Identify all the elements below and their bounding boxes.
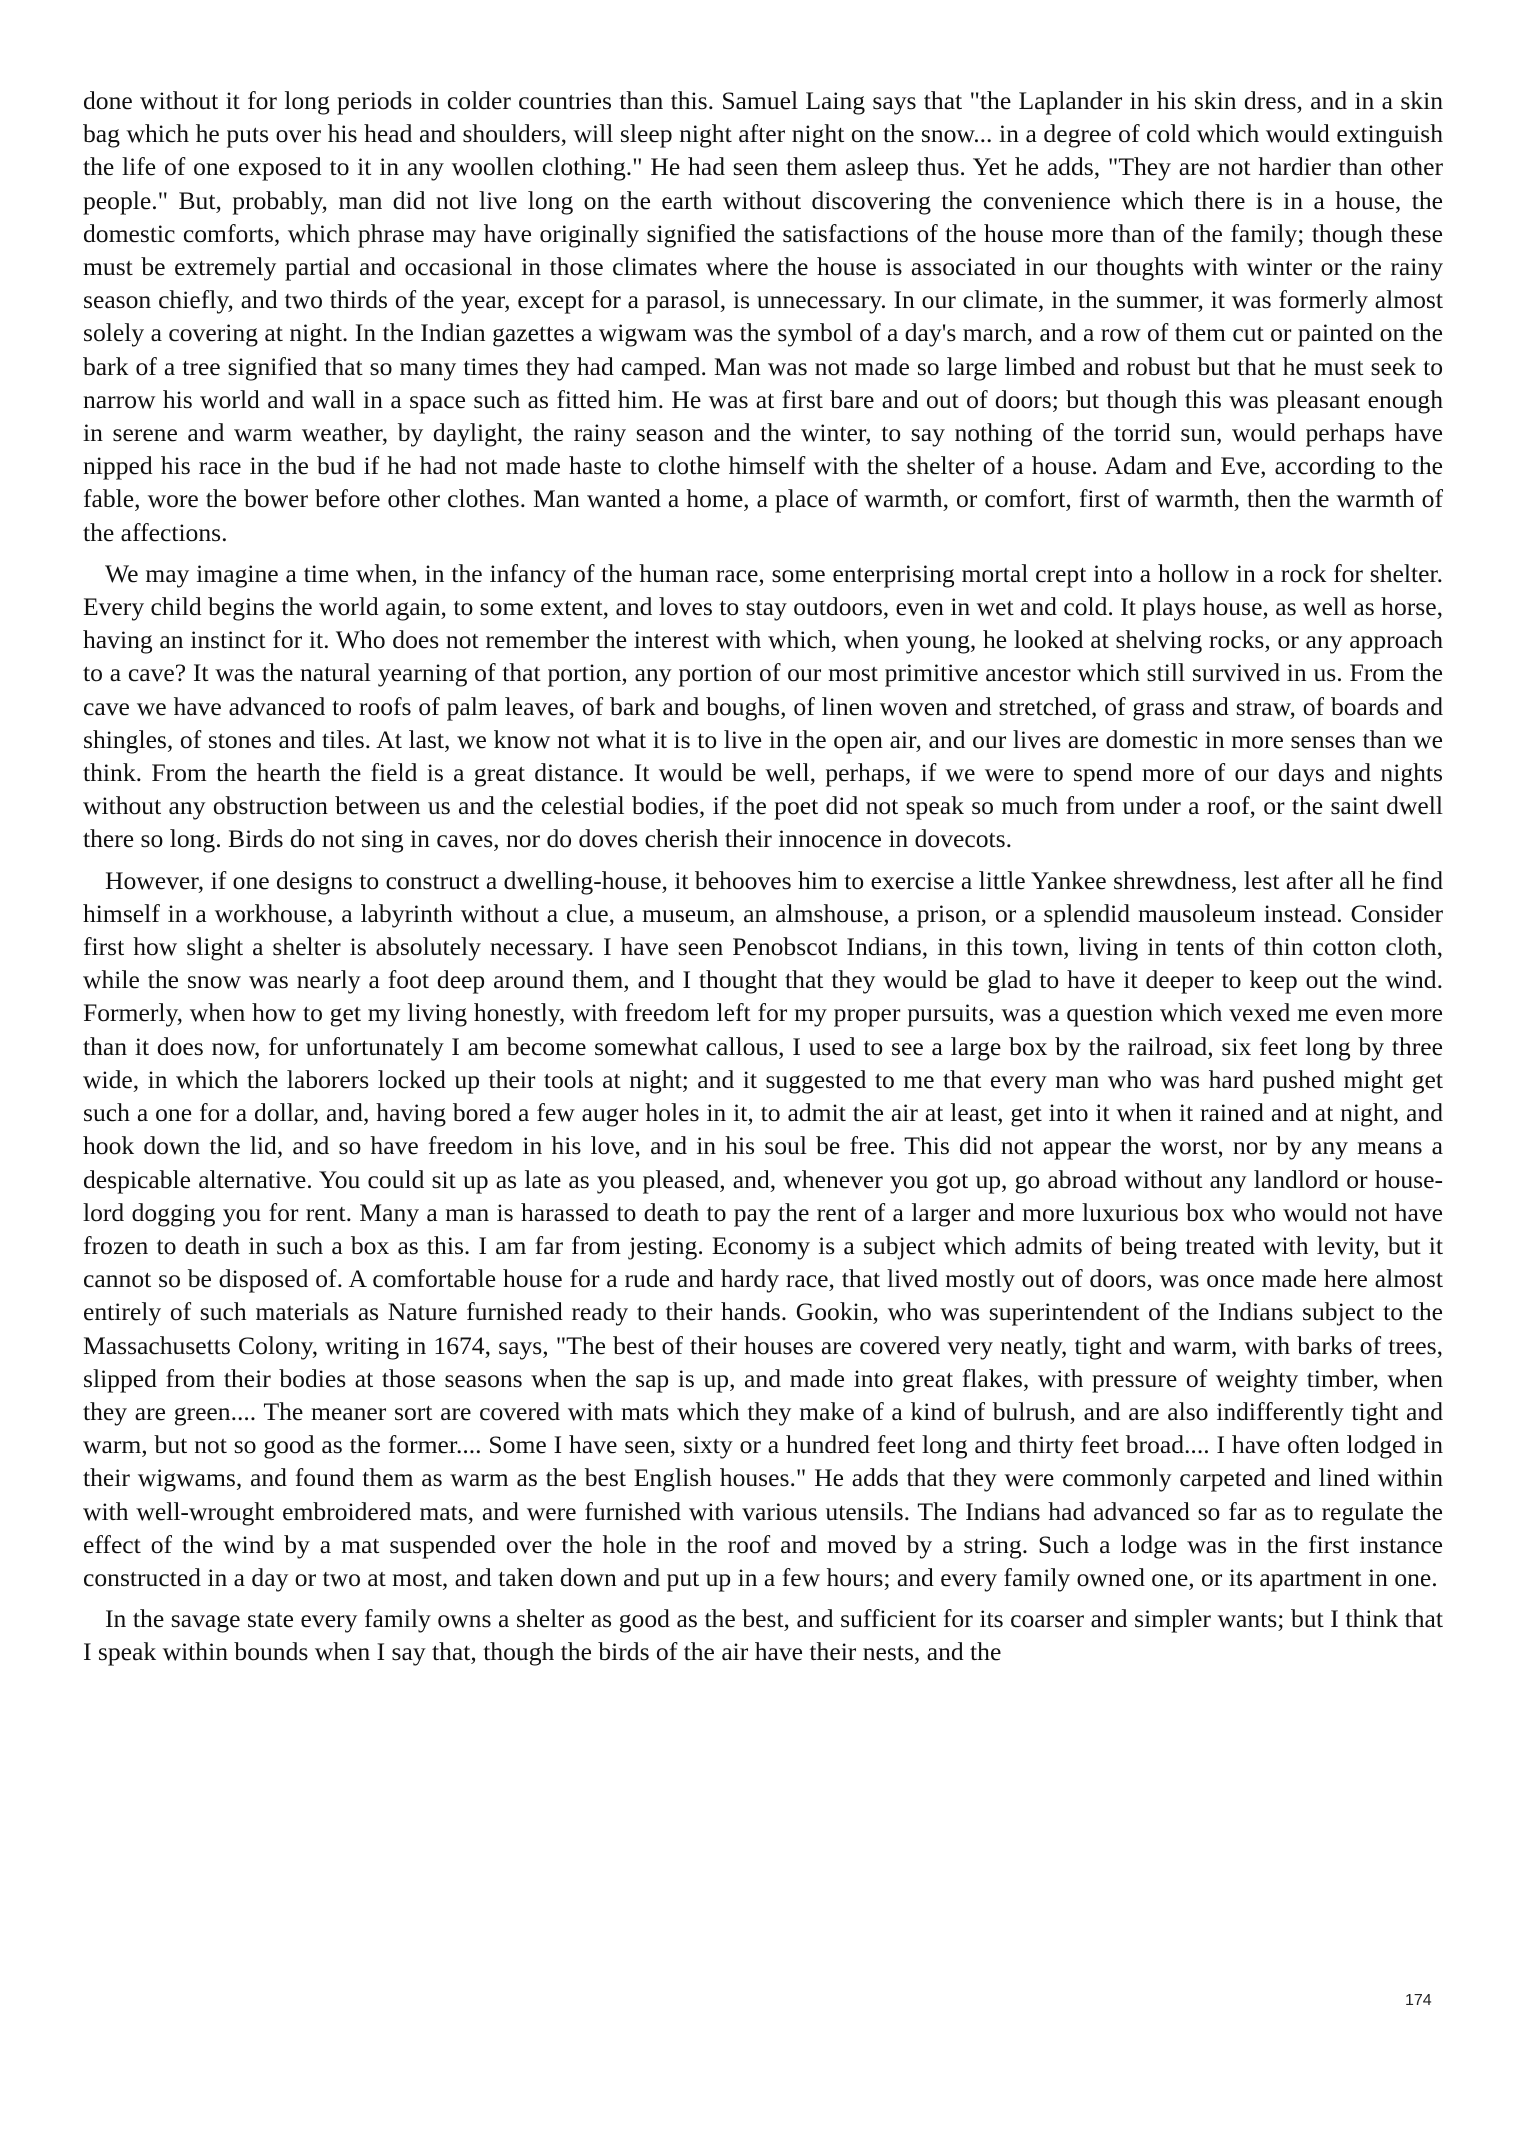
page-number: 174 xyxy=(1405,1992,1432,2009)
page-body xyxy=(83,84,1443,1677)
paragraph-1: done without it for long periods in colder countries than this. Samuel Laing says that "the Laplander in his skin dress, and in a skin bag which he puts over his head and shoulders, will sleep night after night on the snow... in a degree of cold which would extinguish the life of one exposed to it in any woollen clothing." He had seen them asleep thus. Yet he adds, "They are not hardier than other people." But, probably, man did not live long on the earth without discovering the convenience which there is in a house, the domestic comforts, which phrase may have originally signified the satisfactions of the house more than of the family; though these must be extremely partial and occasional in those climates where the house is associated in our thoughts with winter or the rainy season chiefly, and two thirds of the year, except for a parasol, is unnecessary. In our climate, in the summer, it was formerly almost solely a covering at night. In the Indian gazettes a wigwam was the symbol of a day's march, and a row of them cut or painted on the bark of a tree signified that so many times they had camped. Man was not made so large limbed and robust but that he must seek to narrow his world and wall in a space such as fitted him. He was at first bare and out of doors; but though this was pleasant enough in serene and warm weather, by daylight, the rainy season and the winter, to say nothing of the torrid sun, would perhaps have nipped his race in the bud if he had not made haste to clothe himself with the shelter of a house. Adam and Eve, according to the fable, wore the bower before other clothes. Man wanted a home, a place of warmth, or comfort, first of warmth, then the warmth of the affections. xyxy=(83,86,1443,547)
paragraph-3: However, if one designs to construct a dwelling-house, it behooves him to exercise a little Yankee shrewdness, lest after all he find himself in a workhouse, a labyrinth without a clue, a museum, an almshouse, a prison, or a splendid mausoleum instead. Consider first how slight a shelter is absolutely necessary. I have seen Penobscot Indians, in this town, living in tents of thin cotton cloth, while the snow was nearly a foot deep around them, and I thought that they would be glad to have it deeper to keep out the wind. Formerly, when how to get my living honestly, with freedom left for my proper pursuits, was a question which vexed me even more than it does now, for unfortunately I am become somewhat callous, I used to see a large box by the railroad, six feet long by three wide, in which the laborers locked up their tools at night; and it suggested to me that every man who was hard pushed might get such a one for a dollar, and, having bored a few auger holes in it, to admit the air at least, get into it when it rained and at night, and hook down the lid, and so have freedom in his love, and in his soul be free. This did not appear the worst, nor by any means a despicable alternative. You could sit up as late as you pleased, and, whenever you got up, go abroad without any landlord or house-lord dogging you for rent. Many a man is harassed to death to pay the rent of a larger and more luxurious box who would not have frozen to death in such a box as this. I am far from jesting. Economy is a subject which admits of being treated with levity, but it cannot so be disposed of. A comfortable house for a rude and hardy race, that lived mostly out of doors, was once made here almost entirely of such materials as Nature furnished ready to their hands. Gookin, who was superintendent of the Indians subject to the Massachusetts Colony, writing in 1674, says, "The best of their houses are covered very neatly, tight and warm, with barks of trees, slipped from their bodies at those seasons when the sap is up, and made into great flakes, with pressure of weighty timber, when they are green.... The meaner sort are covered with mats which they make of a kind of bulrush, and are also indifferently tight and warm, but not so good as the former.... Some I have seen, sixty or a hundred feet long and thirty feet broad.... I have often lodged in their wigwams, and found them as warm as the best English houses." He adds that they were commonly carpeted and lined within with well-wrought embroidered mats, and were furnished with various utensils. The Indians had advanced so far as to regulate the effect of the wind by a mat suspended over the hole in the roof and moved by a string. Such a lodge was in the first instance constructed in a day or two at most, and taken down and put up in a few hours; and every family owned one, or its apartment in one. xyxy=(83,865,1443,1592)
paragraph-4: In the savage state every family owns a shelter as good as the best, and sufficient for its coarser and simpler wants; but I think that I speak within bounds when I say that, though the birds of the air have their nests, and the xyxy=(83,1604,1443,1667)
paragraph-2: We may imagine a time when, in the infancy of the human race, some enterprising mortal crept into a hollow in a rock for shelter. Every child begins the world again, to some extent, and loves to stay outdoors, even in wet and cold. It plays house, as well as horse, having an instinct for it. Who does not remember the interest with which, when young, he looked at shelving rocks, or any approach to a cave? It was the natural yearning of that portion, any portion of our most primitive ancestor which still survived in us. From the cave we have advanced to roofs of palm leaves, of bark and boughs, of linen woven and stretched, of grass and straw, of boards and shingles, of stones and tiles. At last, we know not what it is to live in the open air, and our lives are domestic in more senses than we think. From the hearth the field is a great distance. It would be well, perhaps, if we were to spend more of our days and nights without any obstruction between us and the celestial bodies, if the poet did not speak so much from under a roof, or the saint dwell there so long. Birds do not sing in caves, nor do doves cherish their innocence in dovecots. xyxy=(83,558,1443,854)
